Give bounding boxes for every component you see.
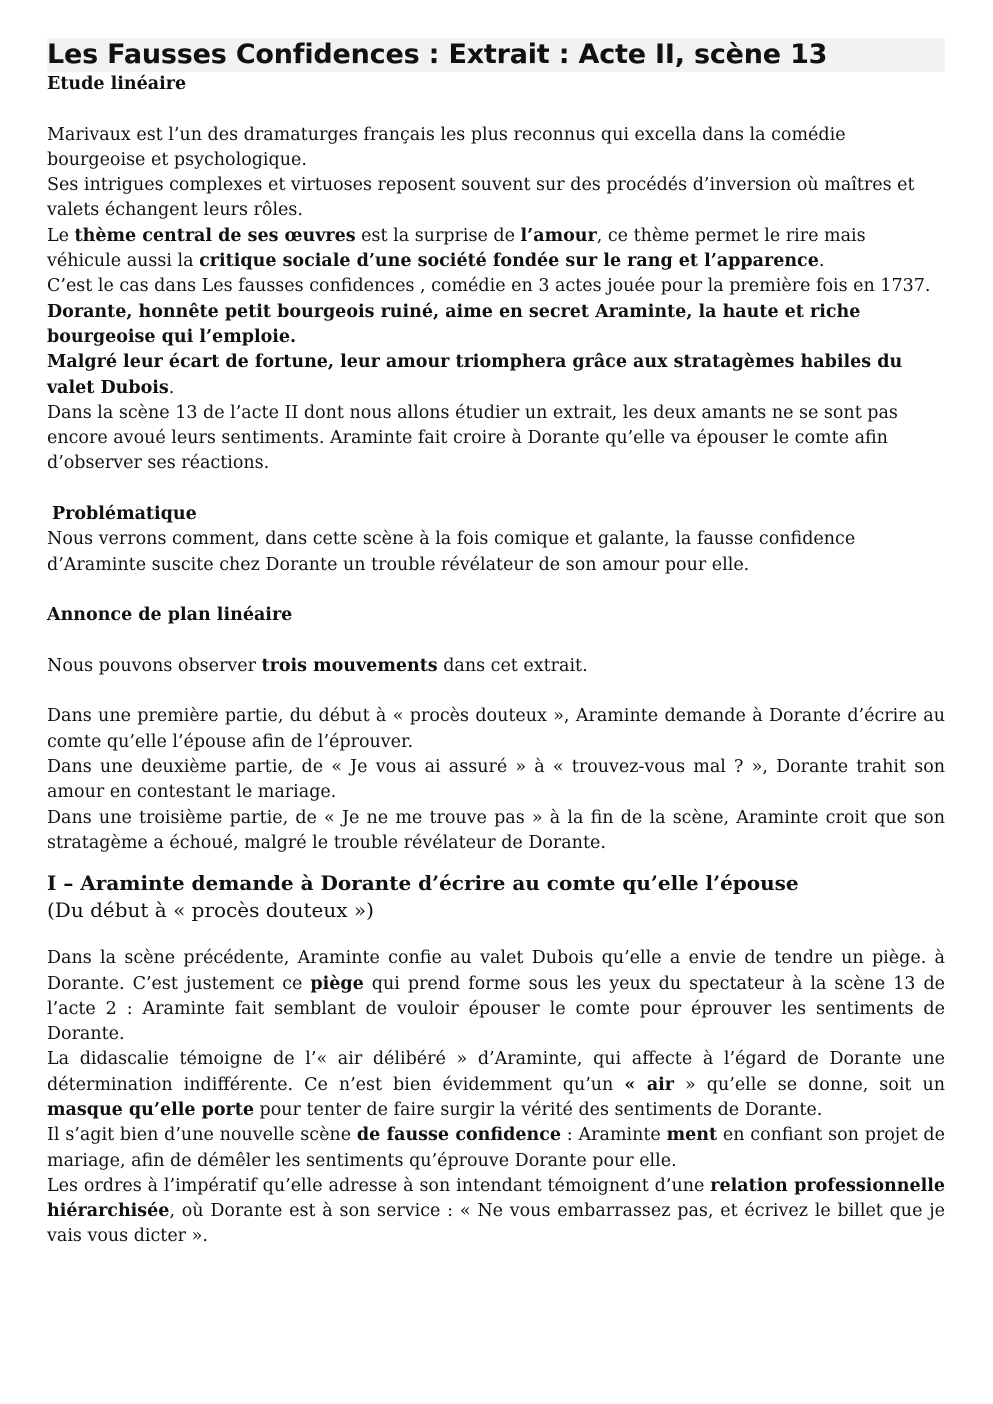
plan-part-2: Dans une deuxième partie, de « Je vous ai assuré » à « trouvez-vous mal ? », Dorante trahit son amour en contestant le mariage.	[47, 757, 945, 803]
page-subtitle: Etude linéaire	[47, 74, 187, 94]
page-title: Les Fausses Confidences : Extrait : Acte II, scène 13	[47, 39, 828, 70]
document-body	[47, 72, 945, 1250]
intro-paragraph-4: C’est le cas dans Les fausses confidences , comédie en 3 actes jouée pour la première fois en 1737.	[47, 276, 931, 297]
section-1-paragraph-1: Dans la scène précédente, Araminte confie au valet Dubois qu’elle a envie de tendre un piège. à Dorante. C’est justement ce piège qui prend forme sous les yeux du spectateur à la scène 13 de l’acte 2 : Araminte fait semblant de vouloir épouser le comte pour éprouver les sentiments de Dorante.	[47, 948, 946, 1045]
plan-intro: Nous pouvons observer trois mouvements dans cet extrait.	[47, 655, 588, 676]
problematique-text: Nous verrons comment, dans cette scène à la fois comique et galante, la fausse confidence d’Araminte suscite chez Dorante un trouble révélateur de son amour pour elle.	[47, 529, 856, 575]
intro-paragraph-7: Dans la scène 13 de l’acte II dont nous allons étudier un extrait, les deux amants ne se sont pas encore avoué leurs sentiments. Araminte fait croire à Dorante qu’elle va épouser le comte afin d’observer ses réactions.	[47, 402, 898, 474]
plan-part-3: Dans une troisième partie, de « Je ne me trouve pas » à la fin de la scène, Araminte croit que son stratagème a échoué, malgré le trouble révélateur de Dorante.	[47, 807, 945, 853]
intro-paragraph-2: Ses intrigues complexes et virtuoses reposent souvent sur des procédés d’inversion où maîtres et valets échangent leurs rôles.	[47, 175, 915, 221]
problematique-heading: Problématique	[52, 504, 197, 525]
section-1-paragraph-3: Il s’agit bien d’une nouvelle scène de fausse confidence : Araminte ment en confiant son projet de mariage, afin de démêler les sentiments qu’éprouve Dorante pour elle.	[47, 1125, 945, 1171]
plan-part-1: Dans une première partie, du début à « procès douteux », Araminte demande à Dorante d’écrire au comte qu’elle l’épouse afin de l’éprouver.	[47, 706, 945, 752]
section-1-subheading: (Du début à « procès douteux »)	[47, 898, 374, 923]
intro-paragraph-3: Le thème central de ses œuvres est la surprise de l’amour, ce thème permet le rire mais véhicule aussi la critique sociale d’une société fondée sur le rang et l’apparence.	[47, 225, 866, 272]
intro-paragraph-5: Dorante, honnête petit bourgeois ruiné, aime en secret Araminte, la haute et riche bourgeoise qui l’emploie.	[47, 301, 861, 347]
section-1-paragraph-4: Les ordres à l’impératif qu’elle adresse à son intendant témoignent d’une relation professionnelle hiérarchisée, où Dorante est à son service : « Ne vous embarrassez pas, et écrivez le billet que je vais vous dicter ».	[47, 1175, 946, 1247]
plan-heading: Annonce de plan linéaire	[47, 605, 293, 626]
intro-paragraph-1: Marivaux est l’un des dramaturges français les plus reconnus qui excella dans la comédie bourgeoise et psychologique.	[47, 124, 846, 170]
section-1-paragraph-2: La didascalie témoigne de l’« air délibéré » d’Araminte, qui affecte à l’égard de Dorante une détermination indifférente. Ce n’est bien évidemment qu’un « air » qu’elle se donne, soit un masque qu’elle porte pour tenter de faire surgir la vérité des sentiments de Dorante.	[47, 1049, 946, 1120]
intro-paragraph-6: Malgré leur écart de fortune, leur amour triomphera grâce aux stratagèmes habiles du valet Dubois.	[47, 352, 903, 398]
section-1-heading: I – Araminte demande à Dorante d’écrire au comte qu’elle l’épouse	[47, 871, 799, 896]
